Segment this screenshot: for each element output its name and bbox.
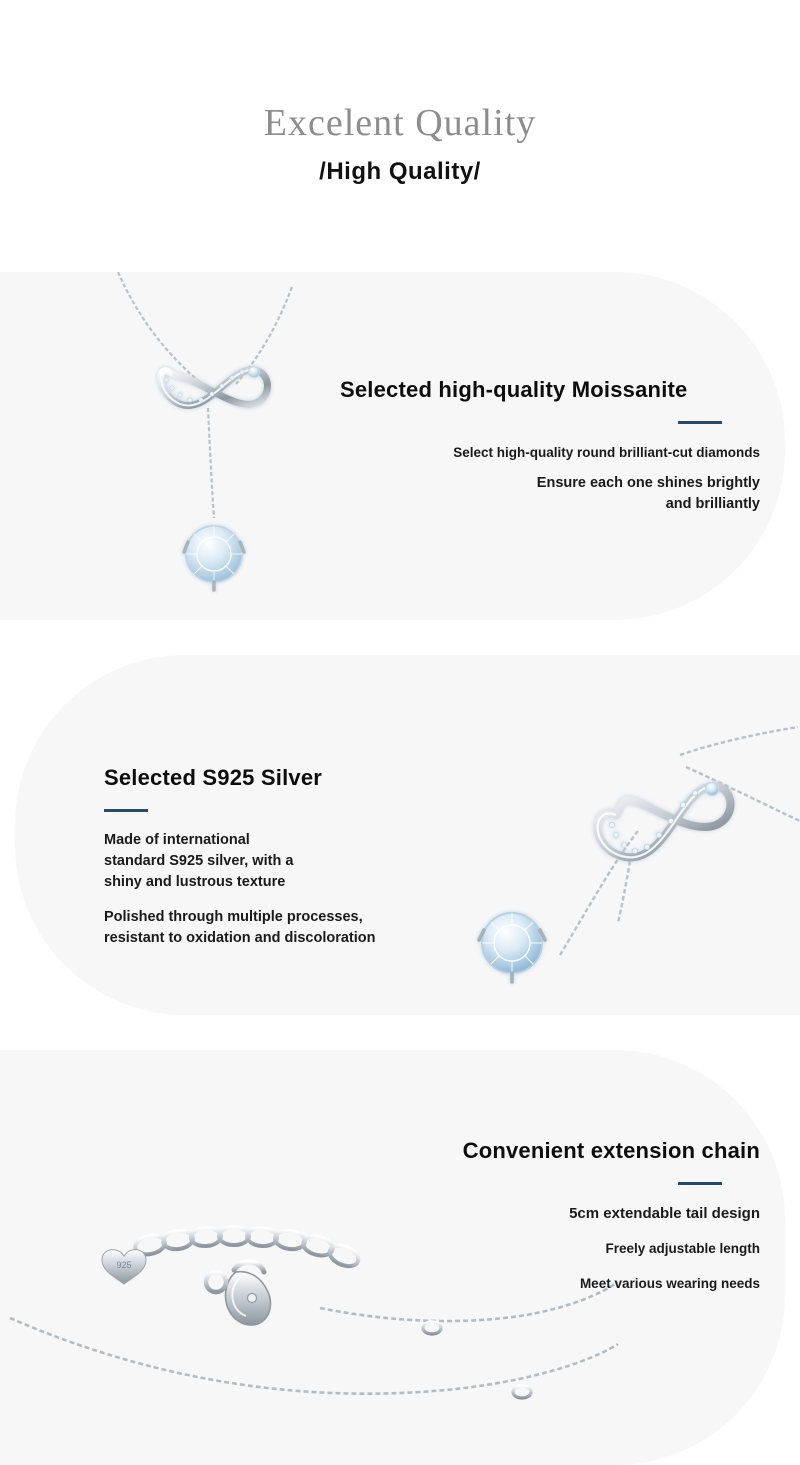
silver-line-3: shiny and lustrous texture [104,874,286,890]
moissanite-line-2: Ensure each one shines brightly [536,475,760,491]
moissanite-line-1: Select high-quality round brilliant-cut diamonds [453,445,760,460]
silver-divider [104,809,148,812]
page-header [0,0,800,270]
extension-line-1: 5cm extendable tail design [569,1205,760,1222]
section-extension [0,1050,800,1465]
moissanite-heading: Selected high-quality Moissanite [340,377,688,402]
moissanite-text-block [340,377,760,515]
silver-heading: Selected S925 Silver [104,765,323,790]
silver-line-5: resistant to oxidation and discoloration [104,930,376,946]
svg-text:925: 925 [116,1260,132,1270]
moissanite-necklace-image [60,272,380,620]
extension-line-3: Meet various wearing needs [579,1276,760,1291]
section-moissanite [0,272,800,620]
extension-line-2: Freely adjustable length [605,1241,760,1256]
silver-line-4: Polished through multiple processes, [104,909,363,925]
extension-divider [678,1182,722,1185]
silver-line-1: Made of international [104,832,250,848]
page-subtitle: /High Quality/ [319,158,481,185]
silver-line-2: standard S925 silver, with a [104,853,294,869]
section-silver [0,655,800,1015]
moissanite-divider [678,421,722,424]
extension-text-block [400,1138,760,1294]
extension-heading: Convenient extension chain [462,1138,760,1163]
page-title: Excelent Quality [263,102,537,144]
moissanite-line-3: and brilliantly [665,496,760,512]
silver-necklace-image [440,655,800,1015]
